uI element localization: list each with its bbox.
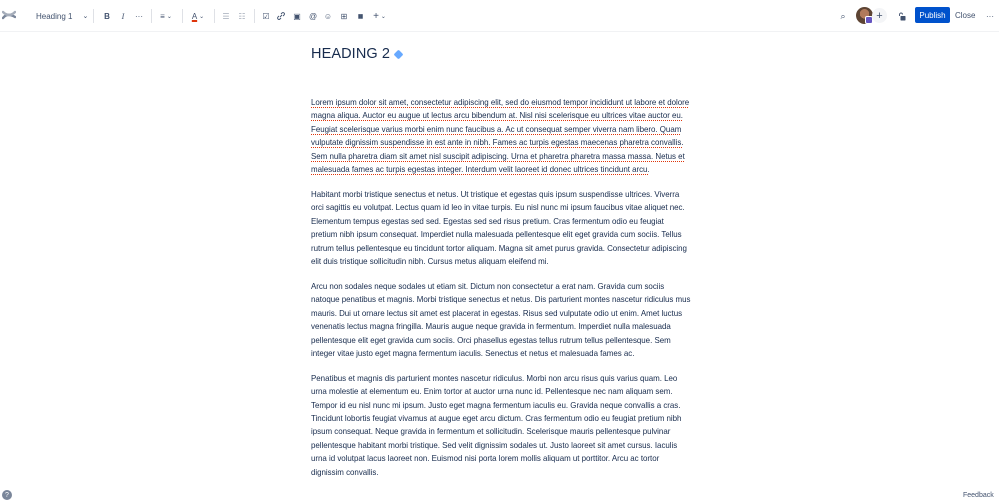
editor-toolbar <box>0 0 999 32</box>
text-style-label: Heading 1 <box>36 11 73 21</box>
close-button[interactable] <box>955 7 975 23</box>
paragraph[interactable]: Penatibus et magnis dis parturient montes nascetur ridiculus. Morbi non arcu risus quis varius quam. Leo urna molestie at elementum eu. Enim tortor at auctor urna nunc id. Pellentesque nec nam aliquam sem. Tempor id eu nisl nunc mi ipsum. Justo eget magna fermentum iaculis eu. Gravida neque convallis a cras. Tincidunt lobortis feugiat vivamus at augue eget arcu dictum. Cras fermentum odio eu feugiat pretium nibh ipsum consequat. Neque gravida in fermentum et sollicitudin. Scelerisque mauris pellentesque pulvinar pellentesque habitant morbi tristique. Sed velit dignissim sodales ut. Justo laoreet sit amet cursus. Iaculis urna id volutpat lacus laoreet non. Euismod nisi porta lorem mollis aliquam ut porttitor. Arcu ac tortor dignissim convallis. <box>311 373 682 477</box>
restrictions-button[interactable] <box>897 8 907 24</box>
mention-button[interactable] <box>308 8 318 24</box>
mention-icon: @ <box>308 11 318 21</box>
emoji-icon: ☺ <box>323 11 333 21</box>
link-button[interactable] <box>276 8 286 24</box>
text-color-icon: A <box>191 11 198 21</box>
toolbar-divider <box>182 9 183 23</box>
unlock-icon <box>898 12 906 21</box>
layouts-button[interactable] <box>355 8 365 24</box>
bullet-list-button[interactable] <box>221 8 231 24</box>
toolbar-divider <box>254 9 255 23</box>
close-label: Close <box>955 10 976 20</box>
more-formatting-button[interactable] <box>133 8 145 24</box>
toolbar-divider <box>93 9 94 23</box>
checkbox-icon: ☑ <box>262 11 270 21</box>
italic-button[interactable] <box>118 8 128 24</box>
chevron-down-icon: ⌄ <box>82 13 89 20</box>
paragraph[interactable]: Lorem ipsum dolor sit amet, consectetur adipiscing elit, sed do eiusmod tempor incididunt ut labore et dolore magna aliqua. Auctor eu augue ut lectus arcu bibendum at. Nisl nisi scelerisque eu ultrices vitae auctor eu. Feugiat scelerisque varius morbi enim nunc faucibus a. Ac ut consequat semper viverra nam libero. Quam vulputate dignissim suspendisse in est ante in nibh. Fames ac turpis egestas maecenas pharetra convallis. Sem nulla pharetra diam sit amet nisl suscipit adipiscing. Urna et pharetra pharetra massa massa. Netus et malesuada fames ac turpis egestas integer. Interdum velit laoreet id donec ultrices tincidunt arcu. <box>311 98 690 175</box>
layouts-icon: ▮▮ <box>357 13 363 20</box>
page-title[interactable]: HEADING 2 <box>311 46 391 62</box>
numbered-list-icon: ☷ <box>238 11 246 21</box>
bullet-list-icon: ☰ <box>222 11 230 21</box>
paragraph[interactable]: Habitant morbi tristique senectus et netus. Ut tristique et egestas quis ipsum suspendisse ultrices. Viverra orci sagittis eu volutpat. Lectus quam id leo in vitae turpis. Eu nisl nunc mi ipsum faucibus vitae aliquet nec. Elementum tempus egestas sed sed. Egestas sed sed risus pretium. Cras fermentum odio eu feugiat pretium nibh ipsum consequat. Imperdiet nulla malesuada pellentesque elit eget gravida cum sociis. Tellus rutrum tellus pellentesque eu tincidunt tortor aliquam. Magna sit amet purus gravida. Consectetur adipiscing elit duis tristique sollicitudin nibh. Cursus metus aliquam eleifend mi. <box>311 189 687 266</box>
numbered-list-button[interactable] <box>237 8 247 24</box>
table-button[interactable] <box>339 8 349 24</box>
plus-icon: + <box>373 10 379 22</box>
more-icon: ··· <box>135 11 143 21</box>
bold-icon: B <box>104 11 110 21</box>
editor-body[interactable] <box>311 96 691 491</box>
page-header <box>311 45 691 63</box>
add-collaborator-button[interactable] <box>872 8 887 23</box>
publish-button[interactable] <box>915 7 950 23</box>
help-icon: ? <box>5 491 9 499</box>
align-left-icon: ≡ <box>160 11 165 21</box>
toolbar-divider <box>151 9 152 23</box>
table-icon: ⊞ <box>340 11 348 21</box>
image-button[interactable] <box>292 8 302 24</box>
confluence-logo-icon[interactable] <box>2 8 16 22</box>
search-button[interactable] <box>838 8 848 24</box>
link-icon <box>277 12 285 20</box>
help-button[interactable] <box>2 490 12 500</box>
chevron-down-icon: ⌄ <box>166 13 172 20</box>
search-icon: ⌕ <box>840 10 846 21</box>
more-actions-button[interactable] <box>985 8 995 24</box>
feedback-link[interactable]: Feedback <box>963 492 994 499</box>
action-item-button[interactable] <box>261 8 271 24</box>
insert-more-button[interactable] <box>371 8 388 24</box>
chevron-down-icon: ⌄ <box>199 13 205 20</box>
text-color-button[interactable] <box>189 8 207 24</box>
plus-icon: + <box>876 9 883 22</box>
toolbar-divider <box>214 9 215 23</box>
chevron-down-icon: ⌄ <box>380 13 386 20</box>
text-style-dropdown[interactable] <box>36 8 88 24</box>
bold-button[interactable] <box>102 8 112 24</box>
text-alignment-button[interactable] <box>157 8 175 24</box>
publish-label: Publish <box>919 10 946 20</box>
italic-icon: I <box>121 11 125 21</box>
emoji-button[interactable] <box>323 8 333 24</box>
paragraph[interactable]: Arcu non sodales neque sodales ut etiam sit. Dictum non consectetur a erat nam. Gravida cum sociis natoque penatibus et magnis. Morbi tristique senectus et netus. Dis parturient montes nascetur ridiculus mus mauris. Dui ut ornare lectus sit amet est placerat in egestas. Risus sed vulputate odio ut enim. Amet luctus venenatis lectus magna fringilla. Mauris augue neque gravida in fermentum. Imperdiet nulla malesuada pellentesque elit eget gravida cum sociis. Orci phasellus egestas tellus rutrum tellus pellentesque. Sem integer vitae justo eget magna fermentum iaculis. Senectus et netus et malesuada fames ac. <box>311 281 691 358</box>
image-icon: ▣ <box>293 11 301 21</box>
diamond-emoji-icon <box>394 49 404 59</box>
more-icon: ··· <box>986 11 994 21</box>
